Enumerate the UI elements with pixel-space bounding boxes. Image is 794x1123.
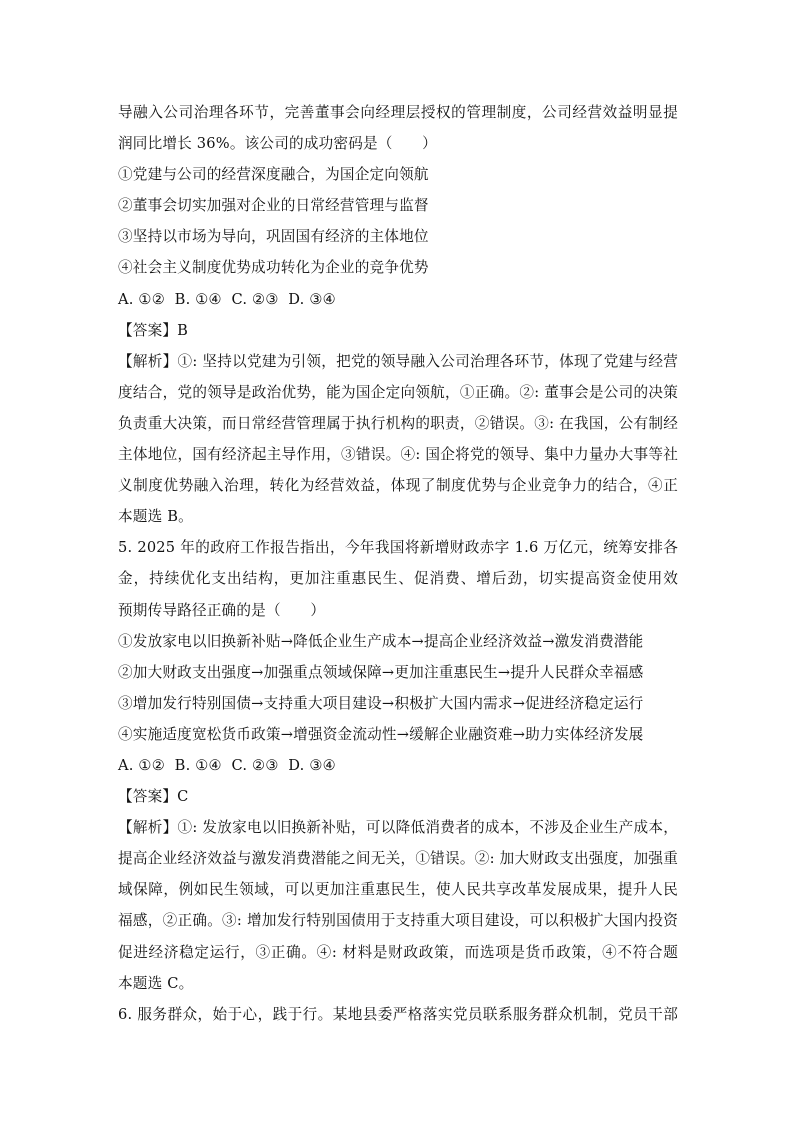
question-4-option-3: ③坚持以市场为导向，巩固国有经济的主体地位 [118, 228, 429, 246]
question-5-option-3: ③增加发行特别国债→支持重大项目建设→积极扩大国内需求→促进经济稳定运行 [118, 694, 644, 712]
question-4-analysis-line: 度结合，党的领导是政治优势，能为国企定向领航，①正确。②: 董事会是公司的决策 [118, 383, 678, 401]
question-4-stem-line: 润同比增长 36%。该公司的成功密码是（ ） [118, 135, 437, 153]
question-5-choices: A. ①② B. ①④ C. ②③ D. ③④ [118, 756, 336, 774]
question-6 [118, 999, 678, 1030]
page-content [118, 97, 678, 1030]
question-4-continuation [118, 97, 678, 532]
question-6-stem-line: 6. 服务群众，始于心，践于行。某地县委严格落实党员联系服务群众机制，党员干部 [118, 1005, 678, 1023]
question-5-stem-line: 金，持续优化支出结构，更加注重惠民生、促消费、增后劲，切实提高资金使用效 [118, 570, 678, 588]
question-4-answer: 【答案】B [118, 321, 189, 339]
question-4-option-4: ④社会主义制度优势成功转化为企业的竞争优势 [118, 259, 429, 277]
question-4-stem-line: 导融入公司治理各环节，完善董事会向经理层授权的管理制度，公司经营效益明显提 [118, 104, 678, 121]
question-5-stem-line: 预期传导路径正确的是（ ） [118, 601, 326, 619]
question-5-analysis-line: 福感，②正确。③: 增加发行特别国债用于支持重大项目建设，可以积极扩大国内投资 [118, 912, 678, 930]
question-5-analysis-line: 【解析】①: 发放家电以旧换新补贴，可以降低消费者的成本，不涉及企业生产成本， [118, 819, 678, 837]
question-4-analysis-line: 主体地位，国有经济起主导作用，③错误。④: 国企将党的领导、集中力量办大事等社 [118, 446, 678, 464]
question-5-analysis-line: 域保障，例如民生领域，可以更加注重惠民生，使人民共享改革发展成果，提升人民 [118, 881, 678, 899]
question-5-option-2: ②加大财政支出强度→加强重点领域保障→更加注重惠民生→提升人民群众幸福感 [118, 663, 644, 681]
question-5-analysis-line: 本题选 C。 [118, 974, 194, 992]
question-5-analysis-line: 提高企业经济效益与激发消费潜能之间无关，①错误。②: 加大财政支出强度，加强重 [118, 850, 678, 868]
question-4-choices: A. ①② B. ①④ C. ②③ D. ③④ [118, 290, 336, 308]
question-4-option-2: ②董事会切实加强对企业的日常经营管理与监督 [118, 197, 429, 215]
question-5-stem-line: 5. 2025 年的政府工作报告指出，今年我国将新增财政赤字 1.6 万亿元，统筹安排各 [118, 539, 678, 557]
question-5-option-4: ④实施适度宽松货币政策→增强资金流动性→缓解企业融资难→助力实体经济发展 [118, 725, 644, 743]
question-4-analysis-line: 负责重大决策，而日常经营管理属于执行机构的职责，②错误。③: 在我国，公有制经 [118, 414, 678, 432]
question-4-analysis-line: 义制度优势融入治理，转化为经营效益，体现了制度优势与企业竞争力的结合，④正 [118, 477, 678, 495]
question-4-option-1: ①党建与公司的经营深度融合，为国企定向领航 [118, 166, 429, 184]
question-4-analysis-line: 【解析】①: 坚持以党建为引领，把党的领导融入公司治理各环节，体现了党建与经营 [118, 352, 678, 370]
question-5-answer: 【答案】C [118, 788, 189, 806]
question-4-analysis-line: 本题选 B。 [118, 508, 193, 526]
question-5-analysis-line: 促进经济稳定运行，③正确。④: 材料是财政政策，而选项是货币政策，④不符合题 [118, 943, 678, 961]
question-5-option-1: ①发放家电以旧换新补贴→降低企业生产成本→提高企业经济效益→激发消费潜能 [118, 632, 644, 650]
question-5 [118, 532, 678, 998]
